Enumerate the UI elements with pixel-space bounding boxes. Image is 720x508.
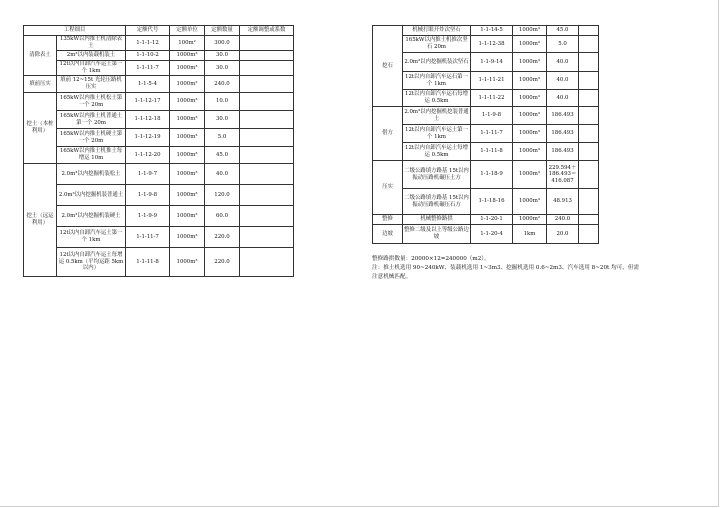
item-cell: 机械打眼开炸次坚石 xyxy=(403,26,471,36)
unit-cell: 1000m² xyxy=(513,215,547,225)
qty-cell: 220.0 xyxy=(205,248,240,277)
header-qty: 定额数量 xyxy=(205,26,240,36)
unit-cell: 1000m³ xyxy=(170,248,205,277)
qty-cell: 40.0 xyxy=(205,164,240,185)
code-cell: 1-1-18-9 xyxy=(471,161,513,189)
qty-cell: 30.0 xyxy=(205,111,240,129)
code-cell: 1-1-20-4 xyxy=(471,225,513,244)
unit-cell: 1000m³ xyxy=(513,125,547,143)
code-cell: 1-1-9-8 xyxy=(126,185,170,206)
code-cell: 1-1-20-1 xyxy=(471,215,513,225)
code-cell: 1-1-11-7 xyxy=(126,61,170,76)
code-cell: 1-1-11-8 xyxy=(471,143,513,161)
code-cell: 1-1-9-14 xyxy=(471,53,513,72)
item-cell: 135kW以内推土机清除表土 xyxy=(57,36,126,51)
adj-cell xyxy=(240,76,294,93)
qty-cell: 120.0 xyxy=(205,185,240,206)
note-line-3: 注意机械匹配。 xyxy=(372,274,412,280)
table-row xyxy=(24,206,294,227)
adj-cell xyxy=(240,164,294,185)
unit-cell: 1000m³ xyxy=(513,36,547,53)
table-row xyxy=(24,129,294,147)
adj-cell xyxy=(579,90,599,107)
unit-cell: 1000m³ xyxy=(170,111,205,129)
code-cell: 1-1-12-17 xyxy=(126,93,170,111)
section-cell: 挖土（远运利用） xyxy=(24,164,57,277)
code-cell: 1-1-18-16 xyxy=(471,189,513,215)
table-row xyxy=(373,225,599,244)
adj-cell xyxy=(240,185,294,206)
unit-cell: 1000m³ xyxy=(513,143,547,161)
qty-cell: 229.594＋186.493＝416.087 xyxy=(547,161,579,189)
table-row xyxy=(24,51,294,61)
table-row xyxy=(373,53,599,72)
table-row xyxy=(24,147,294,164)
code-cell: 1-1-11-7 xyxy=(471,125,513,143)
table-row xyxy=(24,36,294,51)
item-cell: 165kW以内推土机普通土第一个 20m xyxy=(57,111,126,129)
table-row xyxy=(24,93,294,111)
quota-table-right xyxy=(372,25,599,244)
adj-cell xyxy=(579,36,599,53)
note-line-2: 注：推土机选用 90~240kW、装载机选用 1~3m3、挖掘机选用 0.6~2m3、汽车选用 8~20t 均可，但需 xyxy=(372,265,640,271)
unit-cell: 1000m³ xyxy=(513,26,547,36)
header-unit: 定额单位 xyxy=(170,26,205,36)
unit-cell: 1000m³ xyxy=(513,53,547,72)
adj-cell xyxy=(240,206,294,227)
table-row xyxy=(373,36,599,53)
table-row xyxy=(373,189,599,215)
item-cell: 2.0m³以内挖掘机挖装普通土 xyxy=(403,107,471,125)
section-cell: 挖石 xyxy=(373,26,403,107)
unit-cell: 1000m³ xyxy=(170,185,205,206)
adj-cell xyxy=(579,143,599,161)
code-cell: 1-1-12-18 xyxy=(126,111,170,129)
item-cell: 2m³以内装载机装土 xyxy=(57,51,126,61)
adj-cell xyxy=(240,51,294,61)
code-cell: 1-1-12-38 xyxy=(471,36,513,53)
adj-cell xyxy=(579,225,599,244)
qty-cell: 10.0 xyxy=(205,93,240,111)
code-cell: 1-1-11-22 xyxy=(471,90,513,107)
adj-cell xyxy=(240,227,294,248)
code-cell: 1-1-5-4 xyxy=(126,76,170,93)
adj-cell xyxy=(579,107,599,125)
item-cell: 165kW以内推土机推次坚石 20m xyxy=(403,36,471,53)
header-adj: 定额调整或系数 xyxy=(240,26,294,36)
item-cell: 165kW以内推土机松土第一个 20m xyxy=(57,93,126,111)
unit-cell: 1000m³ xyxy=(170,206,205,227)
adj-cell xyxy=(240,93,294,111)
item-cell: 2.0m³以内挖掘机装次坚石 xyxy=(403,53,471,72)
code-cell: 1-1-9-8 xyxy=(471,107,513,125)
unit-cell: 1000m³ xyxy=(170,61,205,76)
qty-cell: 40.0 xyxy=(547,53,579,72)
qty-cell: 20.0 xyxy=(547,225,579,244)
code-cell: 1-1-11-7 xyxy=(126,227,170,248)
adj-cell xyxy=(579,53,599,72)
table-row xyxy=(373,90,599,107)
adj-cell xyxy=(240,147,294,164)
code-cell: 1-1-12-20 xyxy=(126,147,170,164)
adj-cell xyxy=(240,61,294,76)
unit-cell: 1000m³ xyxy=(170,147,205,164)
unit-cell: 1000m³ xyxy=(513,90,547,107)
unit-cell: 1000m³ xyxy=(513,72,547,90)
section-cell: 压实 xyxy=(373,161,403,215)
adj-cell xyxy=(579,161,599,189)
table-header-row xyxy=(24,26,294,36)
adj-cell xyxy=(240,129,294,147)
table-row xyxy=(373,26,599,36)
note-line-1: 整修路拱数量：20000×12=240000（m2）。 xyxy=(372,256,490,262)
table-row xyxy=(24,111,294,129)
unit-cell: 1km xyxy=(513,225,547,244)
table-row xyxy=(373,143,599,161)
adj-cell xyxy=(579,189,599,215)
table-row xyxy=(24,227,294,248)
table-row xyxy=(24,164,294,185)
adj-cell xyxy=(579,125,599,143)
unit-cell: 1000m³ xyxy=(170,227,205,248)
code-cell: 1-1-12-19 xyxy=(126,129,170,147)
qty-cell: 186.493 xyxy=(547,143,579,161)
item-cell: 12t以内自卸汽车运土第一个 1km xyxy=(57,227,126,248)
qty-cell: 45.0 xyxy=(547,26,579,36)
code-cell: 1-1-11-8 xyxy=(126,248,170,277)
item-cell: 12t以内自卸汽车运石每增运 0.5km xyxy=(403,90,471,107)
table-row xyxy=(373,215,599,225)
item-cell: 二级公路填方路基 15t以内振动压路机碾压石方 xyxy=(403,189,471,215)
section-cell: 整修 xyxy=(373,215,403,225)
qty-cell: 60.0 xyxy=(205,206,240,227)
unit-cell: 1000m³ xyxy=(170,129,205,147)
adj-cell xyxy=(240,36,294,51)
qty-cell: 220.0 xyxy=(205,227,240,248)
code-cell: 1-1-11-21 xyxy=(471,72,513,90)
item-cell: 165kW以内推土机硬土第一个 20m xyxy=(57,129,126,147)
adj-cell xyxy=(240,111,294,129)
qty-cell: 40.0 xyxy=(547,72,579,90)
adj-cell xyxy=(240,248,294,277)
header-code: 定额代号 xyxy=(126,26,170,36)
unit-cell: 1000m³ xyxy=(170,51,205,61)
item-cell: 填前 12~15t 光轮压路机压实 xyxy=(57,76,126,93)
code-cell: 1-1-9-9 xyxy=(126,206,170,227)
code-cell: 1-1-14-5 xyxy=(471,26,513,36)
section-cell: 借方 xyxy=(373,107,403,161)
qty-cell: 30.0 xyxy=(205,61,240,76)
qty-cell: 5.0 xyxy=(547,36,579,53)
qty-cell: 48.913 xyxy=(547,189,579,215)
unit-cell: 1000m³ xyxy=(170,164,205,185)
unit-cell: 1000m³ xyxy=(513,107,547,125)
item-cell: 12t以内自卸汽车运土第一个 1km xyxy=(403,125,471,143)
table-row xyxy=(373,72,599,90)
code-cell: 1-1-1-12 xyxy=(126,36,170,51)
item-cell: 机械整修路拱 xyxy=(403,215,471,225)
qty-cell: 186.493 xyxy=(547,125,579,143)
unit-cell: 1000m³ xyxy=(170,93,205,111)
qty-cell: 40.0 xyxy=(547,90,579,107)
item-cell: 2.0m³以内挖掘机装硬土 xyxy=(57,206,126,227)
unit-cell: 100m² xyxy=(170,36,205,51)
section-cell: 边坡 xyxy=(373,225,403,244)
header-item: 工程细目 xyxy=(24,26,126,36)
item-cell: 2.0m³以内挖掘机装普通土 xyxy=(57,185,126,206)
table-row xyxy=(373,125,599,143)
section-cell: 挖土（本桩利用） xyxy=(24,93,57,164)
table-row xyxy=(24,76,294,93)
adj-cell xyxy=(579,72,599,90)
item-cell: 12t以内自卸汽车运土每增运 0.5km xyxy=(403,143,471,161)
section-cell: 清除表土 xyxy=(24,36,57,76)
qty-cell: 240.0 xyxy=(205,76,240,93)
item-cell: 整修二级及以上等级公路边坡 xyxy=(403,225,471,244)
unit-cell: 1000m² xyxy=(170,76,205,93)
code-cell: 1-1-10-2 xyxy=(126,51,170,61)
item-cell: 2.0m³以内挖掘机装松土 xyxy=(57,164,126,185)
qty-cell: 30.0 xyxy=(205,51,240,61)
qty-cell: 5.0 xyxy=(205,129,240,147)
item-cell: 12t以内自卸汽车运土每增运 0.5km（平均运距 5km以内） xyxy=(57,248,126,277)
item-cell: 12t以内自卸汽车运土第一个 1km xyxy=(57,61,126,76)
qty-cell: 186.493 xyxy=(547,107,579,125)
qty-cell: 300.0 xyxy=(205,36,240,51)
table-row xyxy=(373,161,599,189)
table-row xyxy=(24,61,294,76)
item-cell: 165kW以内推土机推土每增运 10m xyxy=(57,147,126,164)
item-cell: 二级公路填方路基 15t以内振动压路机碾压土方 xyxy=(403,161,471,189)
table-row xyxy=(373,107,599,125)
qty-cell: 45.0 xyxy=(205,147,240,164)
table-row xyxy=(24,185,294,206)
item-cell: 12t以内自卸汽车运石第一个 1km xyxy=(403,72,471,90)
quota-table-left xyxy=(23,25,294,277)
code-cell: 1-1-9-7 xyxy=(126,164,170,185)
adj-cell xyxy=(579,26,599,36)
section-cell: 填前压实 xyxy=(24,76,57,93)
unit-cell: 1000m³ xyxy=(513,189,547,215)
table-row xyxy=(24,248,294,277)
qty-cell: 240.0 xyxy=(547,215,579,225)
unit-cell: 1000m³ xyxy=(513,161,547,189)
adj-cell xyxy=(579,215,599,225)
